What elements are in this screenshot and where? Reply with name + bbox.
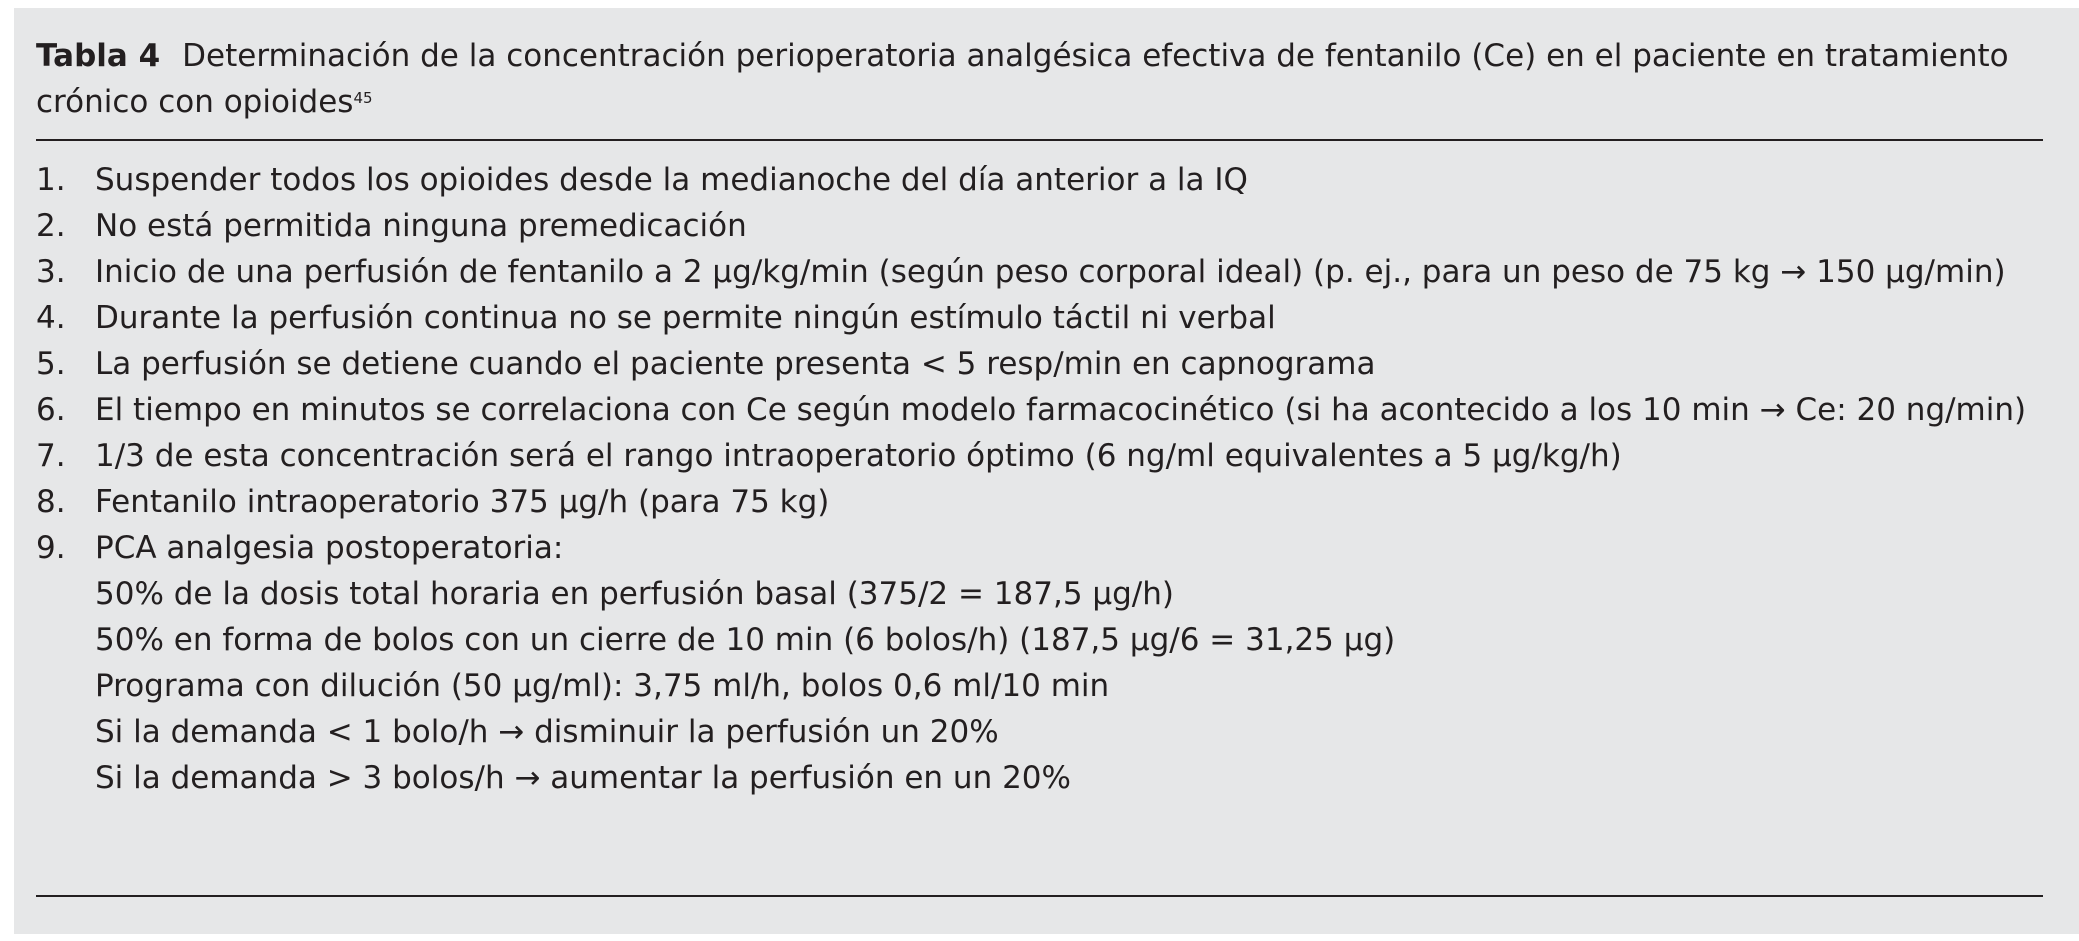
item-text: La perfusión se detiene cuando el paciente presenta < 5 resp/min en capnograma [95, 346, 1376, 382]
item-number: 5. [36, 346, 66, 382]
list-item [36, 295, 2036, 341]
list-item [36, 479, 2036, 525]
item-text: PCA analgesia postoperatoria: [95, 530, 564, 566]
sub-item: Si la demanda > 3 bolos/h → aumentar la perfusión en un 20% [95, 760, 1071, 796]
item-number: 7. [36, 438, 66, 474]
top-rule [36, 139, 2043, 141]
item-text: Durante la perfusión continua no se permite ningún estímulo táctil ni verbal [95, 300, 1276, 336]
item-number: 6. [36, 392, 66, 428]
item-number: 9. [36, 530, 66, 566]
list-item [36, 341, 2036, 387]
item-text: Inicio de una perfusión de fentanilo a 2 µg/kg/min (según peso corporal ideal) (p. ej., para un peso de 75 kg → 150 µg/min) [95, 254, 2006, 290]
item-text: Suspender todos los opioides desde la medianoche del día anterior a la IQ [95, 162, 1248, 198]
caption-reference: 45 [353, 89, 373, 107]
item-text: El tiempo en minutos se correlaciona con Ce según modelo farmacocinético (si ha acontecido a los 10 min → Ce: 20 ng/min) [95, 392, 2027, 428]
item-number: 4. [36, 300, 66, 336]
list-item [36, 203, 2036, 249]
list-item [36, 249, 2036, 295]
item-number: 8. [36, 484, 66, 520]
sub-item: 50% en forma de bolos con un cierre de 10 min (6 bolos/h) (187,5 µg/6 = 31,25 µg) [95, 622, 1396, 658]
list-item [36, 157, 2036, 203]
item-number: 1. [36, 162, 66, 198]
sub-item: Si la demanda < 1 bolo/h → disminuir la perfusión un 20% [95, 714, 999, 750]
list-item [36, 433, 2036, 479]
item-text: No está permitida ninguna premedicación [95, 208, 747, 244]
item-number: 2. [36, 208, 66, 244]
bottom-rule [36, 895, 2043, 897]
sub-item: Programa con dilución (50 µg/ml): 3,75 ml/h, bolos 0,6 ml/10 min [95, 668, 1110, 704]
item-text: Fentanilo intraoperatorio 375 µg/h (para 75 kg) [95, 484, 830, 520]
list-item [36, 387, 2036, 433]
item-text: 1/3 de esta concentración será el rango intraoperatorio óptimo (6 ng/ml equivalentes a 5 µg/kg/h) [95, 438, 1622, 474]
table-label: Tabla 4 [36, 38, 161, 74]
caption-text: Determinación de la concentración perioperatoria analgésica efectiva de fentanilo (Ce) en el paciente en tratamiento crónico con opioides [36, 38, 2009, 120]
list-item [36, 525, 2036, 801]
sub-item: 50% de la dosis total horaria en perfusión basal (375/2 = 187,5 µg/h) [95, 576, 1174, 612]
item-number: 3. [36, 254, 66, 290]
table-caption [36, 33, 2016, 125]
steps-list [36, 157, 2036, 801]
